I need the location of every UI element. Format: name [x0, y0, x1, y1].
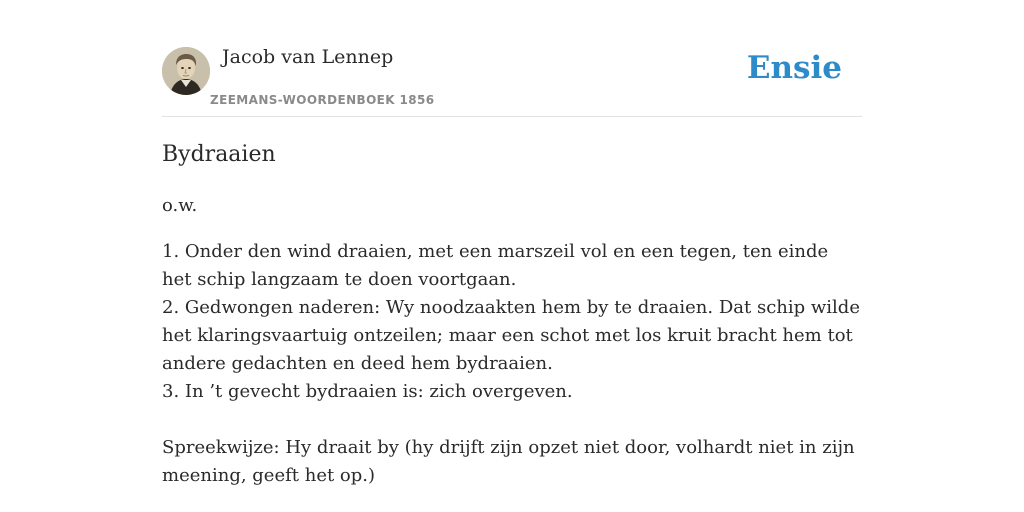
definition-list — [162, 238, 862, 406]
definition-item: 1. Onder den wind draaien, met een marszeil vol en een tegen, ten einde het schip langzaam te doen voortgaan. — [162, 241, 829, 290]
author-name[interactable]: Jacob van Lennep — [222, 46, 394, 68]
saying-text: Spreekwijze: Hy draait by (hy drijft zijn opzet niet door, volhardt niet in zijn meening, geeft het op.) — [162, 437, 855, 486]
author-avatar[interactable] — [162, 47, 210, 95]
dictionary-source[interactable]: ZEEMANS-WOORDENBOEK 1856 — [210, 93, 435, 107]
definition-item: 3. In ’t gevecht bydraaien is: zich overgeven. — [162, 381, 573, 402]
entry-title: Bydraaien — [162, 142, 276, 167]
entry-content — [162, 138, 862, 490]
definition-item: 2. Gedwongen naderen: Wy noodzaakten hem by te draaien. Dat schip wilde het klaringsvaartuig ontzeilen; maar een schot met los kruit bracht hem tot andere gedachten en deed hem bydraaien. — [162, 297, 860, 374]
author-portrait-icon — [162, 47, 210, 95]
ensie-logo-link[interactable]: Ensie — [746, 50, 842, 86]
entry-header — [162, 40, 862, 117]
part-of-speech: o.w. — [162, 195, 198, 216]
